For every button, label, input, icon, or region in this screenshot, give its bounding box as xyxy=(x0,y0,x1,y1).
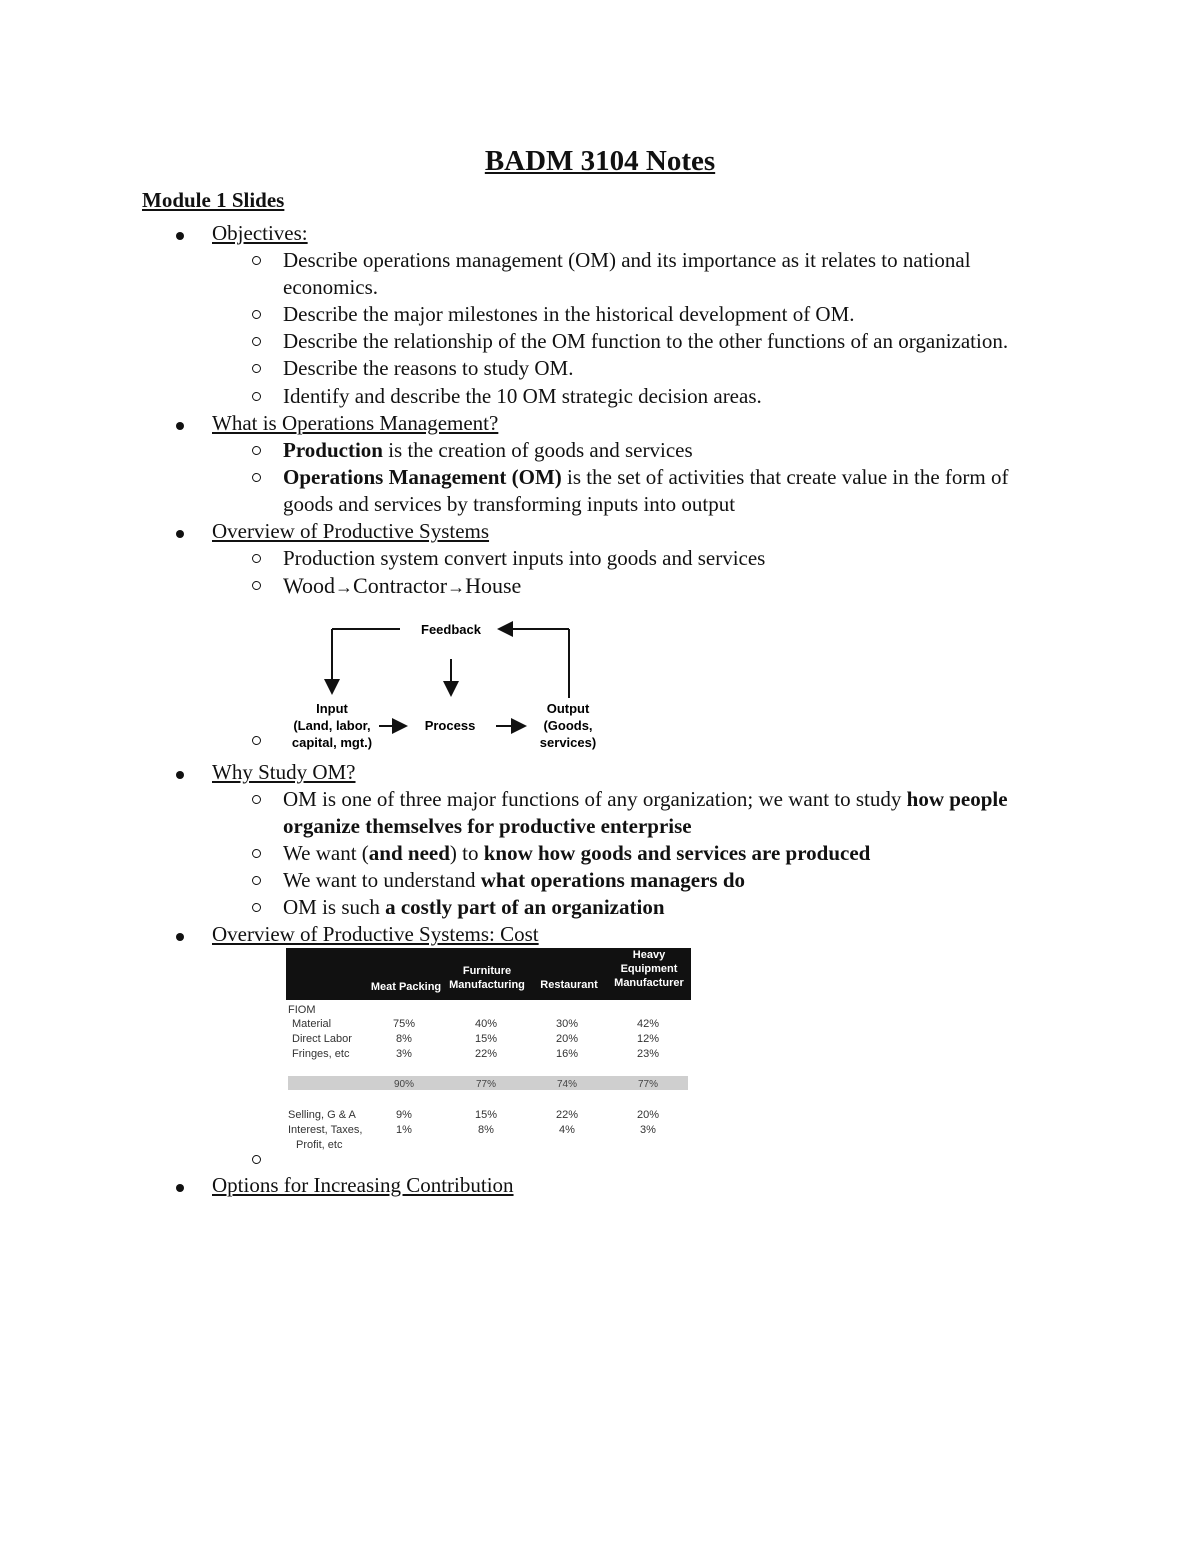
list-item xyxy=(283,572,1063,601)
circle-bullet-icon xyxy=(252,364,261,373)
list-item xyxy=(283,328,1063,355)
list-item xyxy=(283,301,1063,328)
emphasis-text: how people organize themselves for productive enterprise xyxy=(283,787,1008,838)
list-item xyxy=(283,437,1063,464)
example-house: House xyxy=(465,573,522,598)
om-term: Operations Management (OM) xyxy=(283,465,562,489)
svg-text:Manufacturer: Manufacturer xyxy=(614,977,684,989)
list-item xyxy=(283,786,1063,840)
emphasis-text: a costly part of an organization xyxy=(385,895,665,919)
row-label-profit: Profit, etc xyxy=(296,1139,343,1151)
bullet-icon xyxy=(176,771,184,779)
list-item-text: Describe the major milestones in the historical development of OM. xyxy=(283,302,855,326)
input-detail-2: capital, mgt.) xyxy=(291,735,373,750)
bullet-icon xyxy=(176,1184,184,1192)
cell-value: 40% xyxy=(474,1018,498,1030)
diagram-list-item xyxy=(283,601,1063,753)
list-item-text: Describe operations management (OM) and its importance as it relates to national economics. xyxy=(283,248,971,299)
list-item xyxy=(283,840,1063,867)
circle-bullet-icon xyxy=(252,876,261,885)
why-study-heading: Why Study OM? xyxy=(212,760,356,784)
cell-value: 30% xyxy=(555,1018,579,1030)
example-contractor: Contractor xyxy=(353,573,448,598)
notes-content xyxy=(0,220,1200,1199)
circle-bullet-icon xyxy=(252,581,261,590)
overview-item xyxy=(0,518,1200,753)
process-label: Process xyxy=(424,718,476,733)
cell-value: 12% xyxy=(636,1033,660,1045)
list-item xyxy=(283,247,1063,301)
list-item-text: We want ( xyxy=(283,841,369,865)
output-label: Output xyxy=(546,701,590,716)
emphasis-text: what operations managers do xyxy=(480,868,746,892)
list-item xyxy=(283,894,1063,921)
col-header-restaurant: Restaurant xyxy=(540,979,598,991)
circle-bullet-icon xyxy=(252,795,261,804)
total-cell: 77% xyxy=(637,1079,659,1090)
cell-value: 22% xyxy=(474,1048,498,1060)
cell-value: 15% xyxy=(474,1033,498,1045)
output-detail-1: (Goods, xyxy=(543,718,593,733)
output-detail-2: services) xyxy=(539,735,597,750)
list-item xyxy=(283,383,1063,410)
list-item-text: We want to understand xyxy=(283,868,481,892)
what-is-om-list xyxy=(212,437,1200,518)
list-item xyxy=(283,867,1063,894)
svg-text:Manufacturing: Manufacturing xyxy=(449,979,525,991)
row-label-direct-labor: Direct Labor xyxy=(292,1033,352,1045)
input-label: Input xyxy=(316,701,348,716)
circle-bullet-icon xyxy=(252,736,261,745)
arrow-right-icon: → xyxy=(335,577,354,597)
feedback-label: Feedback xyxy=(421,622,481,637)
bullet-icon xyxy=(176,422,184,430)
example-wood: Wood xyxy=(283,573,336,598)
cell-value: 9% xyxy=(396,1109,412,1121)
list-item-text: Describe the relationship of the OM function to the other functions of an organization. xyxy=(283,329,1009,353)
circle-bullet-icon xyxy=(252,849,261,858)
row-label-material: Material xyxy=(292,1018,332,1030)
circle-bullet-icon xyxy=(252,473,261,482)
options-heading: Options for Increasing Contribution xyxy=(212,1173,514,1197)
list-item-text: Identify and describe the 10 OM strategic decision areas. xyxy=(283,384,762,408)
cell-value: 22% xyxy=(555,1109,579,1121)
circle-bullet-icon xyxy=(252,446,261,455)
cost-item xyxy=(0,921,1200,1172)
emphasis-text: and need xyxy=(368,841,450,865)
why-study-item xyxy=(0,759,1200,921)
production-system-diagram xyxy=(283,603,613,751)
cell-value: 4% xyxy=(559,1124,575,1136)
svg-text:Furniture: Furniture xyxy=(462,965,512,977)
overview-list xyxy=(212,545,1200,753)
cell-value: 15% xyxy=(474,1109,498,1121)
overview-heading: Overview of Productive Systems xyxy=(212,519,490,543)
bullet-icon xyxy=(176,232,184,240)
total-cell: 77% xyxy=(475,1079,497,1090)
list-item xyxy=(283,464,1063,518)
emphasis-text: know how goods and services are produced xyxy=(483,841,871,865)
cost-heading: Overview of Productive Systems: Cost xyxy=(212,922,539,946)
row-label-interest: Interest, Taxes, xyxy=(288,1124,363,1136)
circle-bullet-icon xyxy=(252,392,261,401)
list-item xyxy=(283,545,1063,572)
bullet-icon xyxy=(176,530,184,538)
circle-bullet-icon xyxy=(252,1155,261,1164)
cost-table xyxy=(286,948,691,1160)
svg-text:Heavy: Heavy xyxy=(632,949,666,961)
bullet-icon xyxy=(176,933,184,941)
cell-value: 16% xyxy=(555,1048,579,1060)
cell-value: 8% xyxy=(478,1124,494,1136)
list-item-text: Production system convert inputs into goods and services xyxy=(283,546,766,570)
production-definition: is the creation of goods and services xyxy=(382,438,693,462)
top-level-list xyxy=(0,220,1200,1199)
cell-value: 3% xyxy=(640,1124,656,1136)
total-cell: 90% xyxy=(393,1079,415,1090)
options-item xyxy=(0,1172,1200,1199)
what-is-om-heading: What is Operations Management? xyxy=(212,411,499,435)
list-item-text: OM is one of three major functions of any organization; we want to study xyxy=(283,787,907,811)
row-label-fringes: Fringes, etc xyxy=(292,1048,350,1060)
what-is-om-item xyxy=(0,410,1200,518)
om-definition: is the set of activities that create value in the form of goods and services by transforming inputs into output xyxy=(283,465,1009,516)
objectives-list xyxy=(212,247,1200,410)
cell-value: 75% xyxy=(392,1018,416,1030)
total-cell: 74% xyxy=(556,1079,578,1090)
cell-value: 20% xyxy=(636,1109,660,1121)
arrow-right-icon: → xyxy=(447,577,466,597)
col-header-meat-packing: Meat Packing xyxy=(370,981,442,993)
circle-bullet-icon xyxy=(252,310,261,319)
cell-value: 20% xyxy=(555,1033,579,1045)
objectives-item xyxy=(0,220,1200,410)
why-study-list xyxy=(212,786,1200,921)
circle-bullet-icon xyxy=(252,903,261,912)
cost-table-item xyxy=(283,948,1063,1172)
cell-value: 42% xyxy=(636,1018,660,1030)
production-term: Production xyxy=(283,438,383,462)
row-label-selling: Selling, G & A xyxy=(288,1109,356,1121)
objectives-heading: Objectives: xyxy=(212,221,308,245)
list-item-text: OM is such xyxy=(283,895,386,919)
group-label: FIOM xyxy=(288,1004,316,1016)
page-title: BADM 3104 Notes xyxy=(484,145,716,177)
cell-value: 8% xyxy=(396,1033,412,1045)
svg-text:Equipment: Equipment xyxy=(620,963,678,975)
circle-bullet-icon xyxy=(252,337,261,346)
cell-value: 23% xyxy=(636,1048,660,1060)
cell-value: 1% xyxy=(396,1124,412,1136)
section-heading: Module 1 Slides xyxy=(142,188,285,212)
list-item-text: ) to xyxy=(449,841,484,865)
input-detail-1: (Land, labor, xyxy=(293,718,371,733)
list-item xyxy=(283,355,1063,382)
cell-value: 3% xyxy=(396,1048,412,1060)
circle-bullet-icon xyxy=(252,256,261,265)
circle-bullet-icon xyxy=(252,554,261,563)
cost-list xyxy=(212,948,1200,1172)
list-item-text: Describe the reasons to study OM. xyxy=(283,356,574,380)
